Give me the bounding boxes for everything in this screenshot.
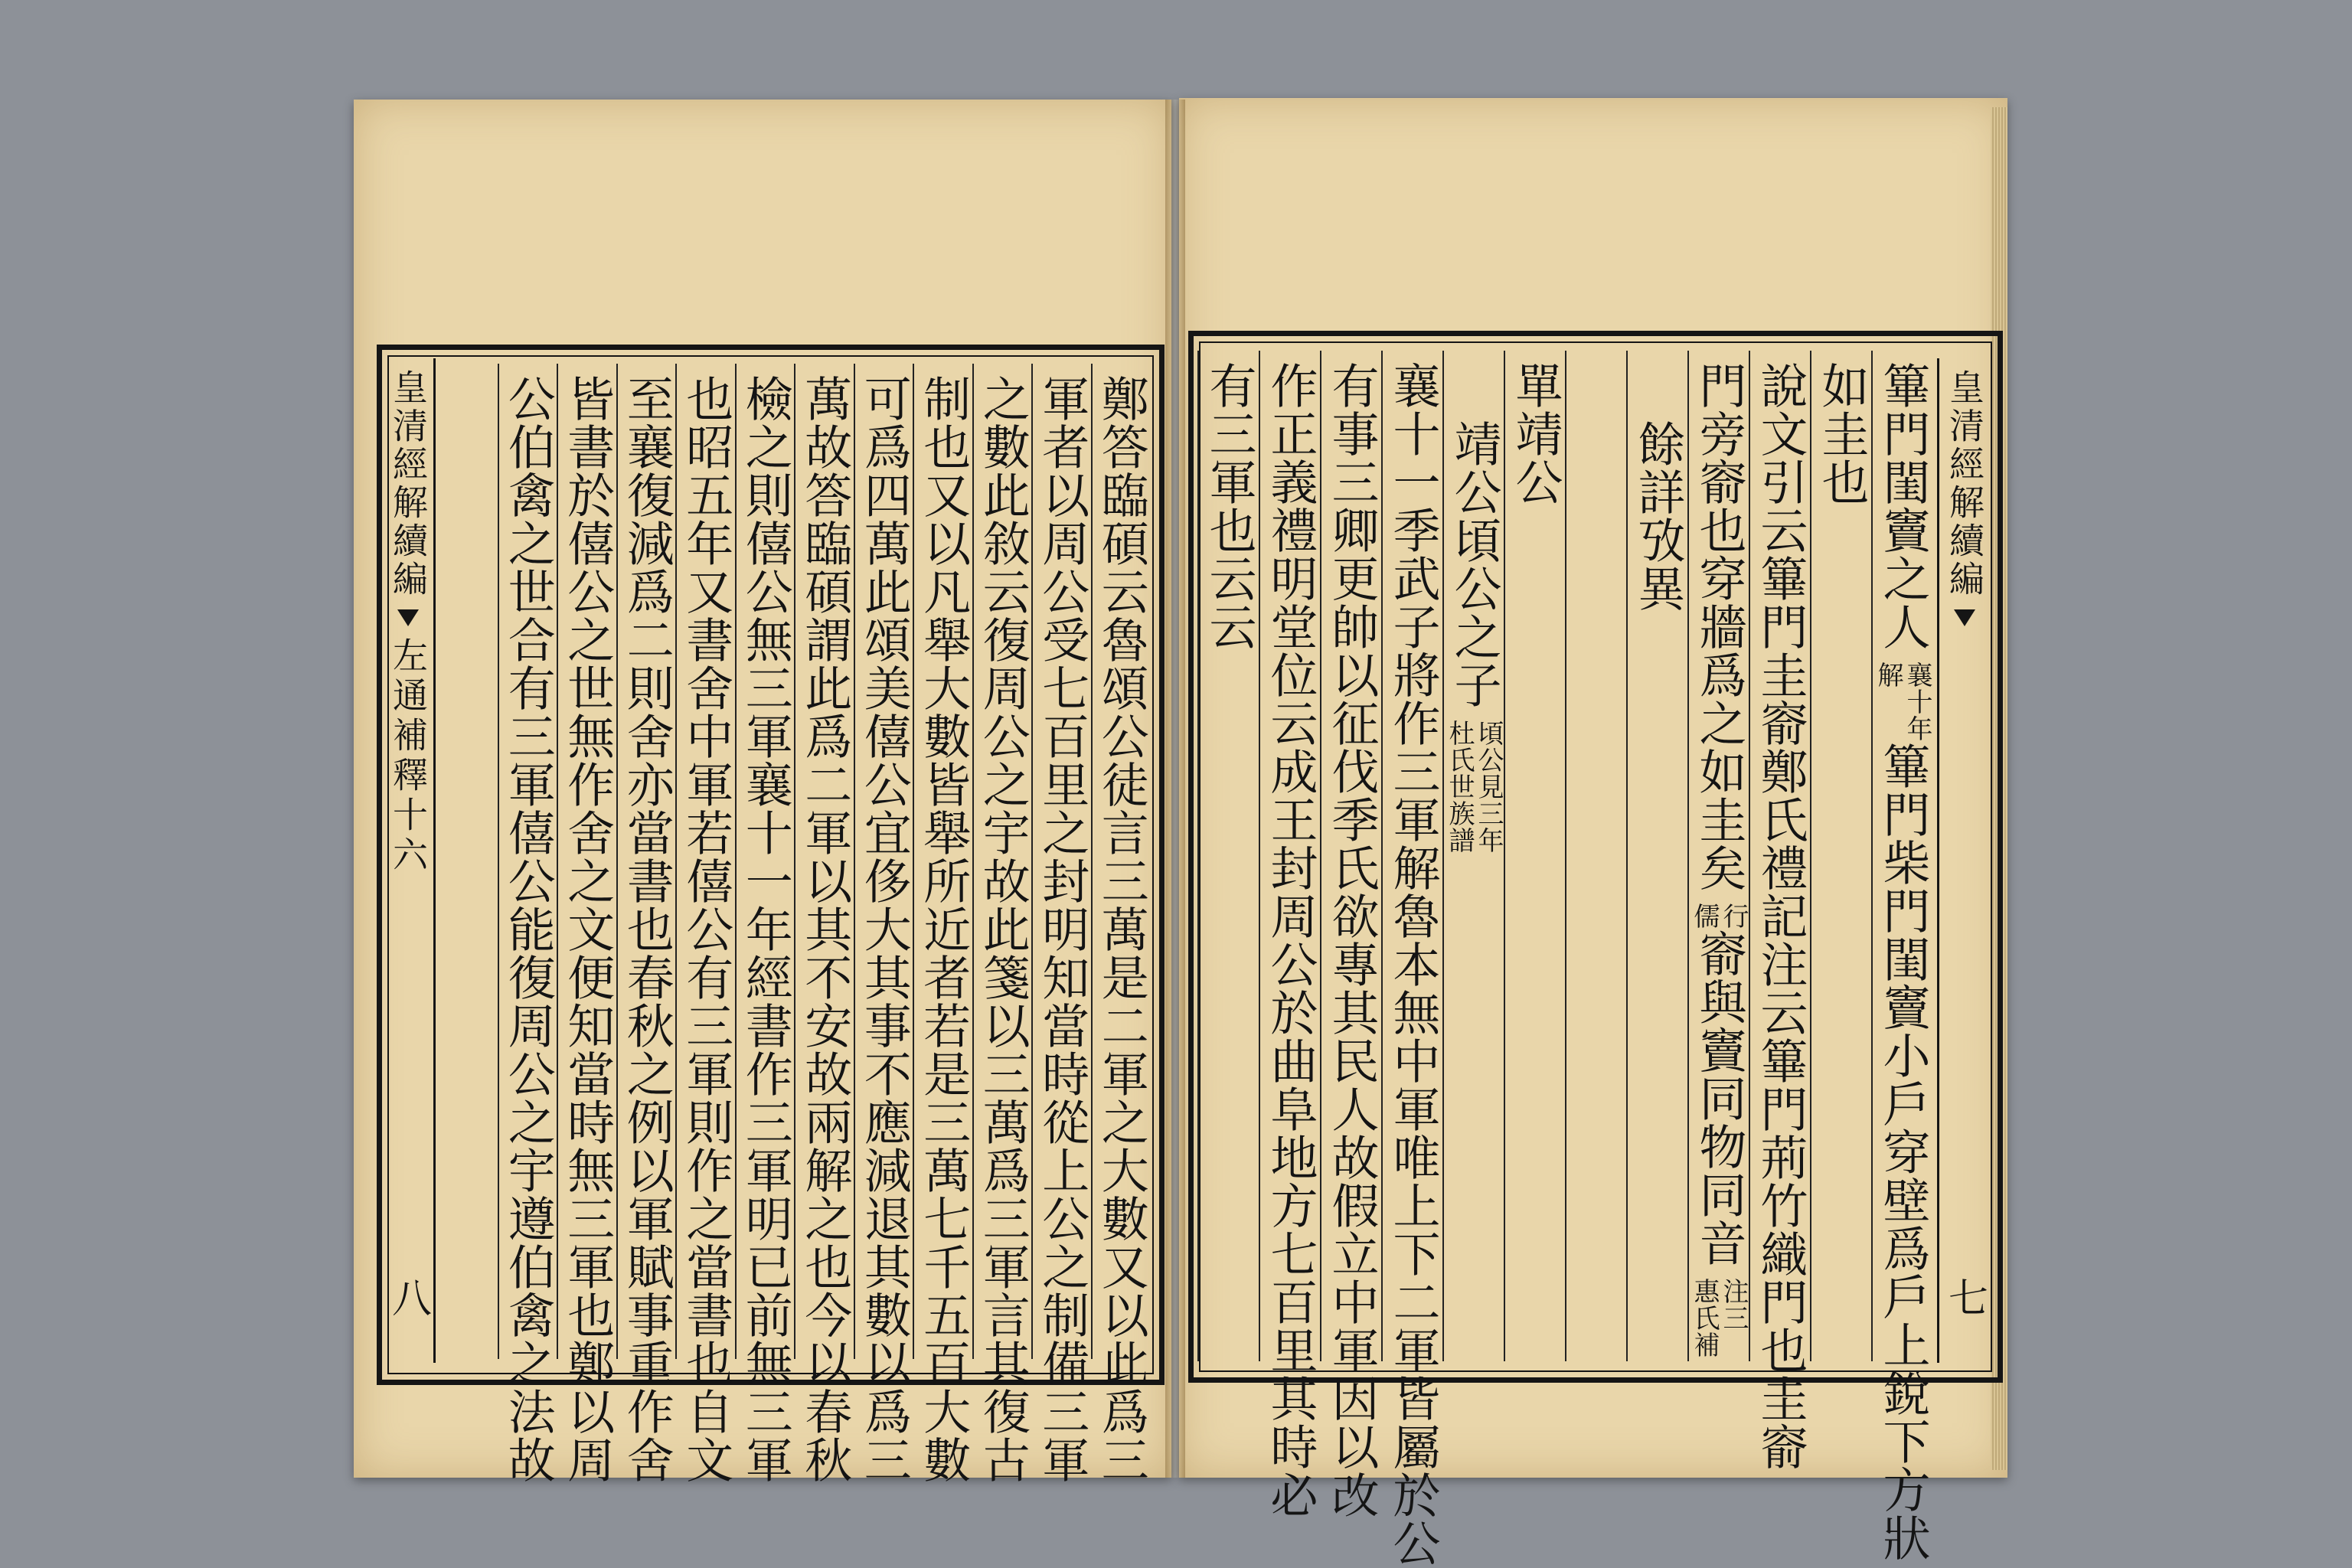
text-column: 皆書於僖公之世無作舍之文便知當時無三軍也鄭以周 [557, 364, 616, 1359]
annotation: 注三 惠氏補 [1689, 1278, 1749, 1358]
book-gutter [1165, 100, 1185, 1478]
text-column: 有事三卿更帥以征伐季氏欲專其民人故假立中軍因以改 [1320, 351, 1381, 1361]
text-column: 門旁窬也穿牆爲之如圭矣 行 儒 窬與竇同物同音 注三 惠氏補 [1687, 351, 1749, 1361]
text-column: 軍者以周公受七百里之封明知當時從上公之制備三軍 [1031, 364, 1091, 1359]
text-column: 餘詳攷異 [1626, 351, 1687, 1361]
text-column: 如圭也 [1810, 351, 1871, 1361]
annotation: 頃公見三年 杜氏世族譜 [1444, 720, 1504, 854]
book-title: 皇清經解續編 [1944, 369, 1985, 599]
text-column: 萬故答臨碩謂此爲二軍以其不安故兩解之也今以春秋 [794, 364, 854, 1359]
text-column: 篳門閨竇之人 襄十年 解 篳門柴門閨竇小戶穿壁爲戶上銳下方狀 [1871, 351, 1932, 1361]
page-number: 七 [1941, 1277, 1988, 1317]
text-column [1565, 351, 1626, 1361]
text-column: 公伯禽之世合有三軍僖公能復周公之宇遵伯禽之法故 [498, 364, 557, 1359]
right-page-banner [1937, 358, 1990, 1363]
text-column: 作正義禮明堂位云成王封周公於曲阜地方七百里其時必 [1259, 351, 1320, 1361]
text-column: 制也又以凡舉大數皆舉所近者若是三萬七千五百大數 [913, 364, 972, 1359]
left-text-columns [438, 364, 1150, 1484]
text-column: 檢之則僖公無三軍襄十一年經書作三軍明已前無三軍 [735, 364, 795, 1359]
text-column: 有三軍也云云 [1197, 351, 1259, 1361]
annotation: 行 儒 [1689, 903, 1749, 929]
fishtail-mark-icon [1954, 609, 1975, 626]
text-column: 單靖公 [1504, 351, 1565, 1361]
right-text-columns [1197, 351, 1932, 1567]
annotation: 襄十年 解 [1873, 662, 1932, 742]
text-column: 可爲四萬此頌美僖公宜侈大其事不應減退其數以爲三 [854, 364, 913, 1359]
text-column: 之數此敘云復周公之宇故此箋以三萬爲三軍言其復古 [972, 364, 1032, 1359]
left-page-banner [383, 358, 436, 1363]
book-title: 皇清經解續編 [387, 369, 429, 599]
text-column: 襄十一季武子將作三軍解魯本無中軍唯上下二軍皆屬於公 [1381, 351, 1442, 1361]
text-column: 說文引云篳門圭窬鄭氏禮記注云篳門荊竹織門也圭窬 [1749, 351, 1810, 1361]
text-column: 至襄復減爲二則舍亦當書也春秋之例以軍賦事重作舍 [616, 364, 676, 1359]
page-number: 八 [384, 1277, 431, 1317]
fishtail-mark-icon [397, 609, 419, 626]
text-column: 靖公頃公之子 頃公見三年 杜氏世族譜 [1442, 351, 1504, 1361]
section-title: 左通補釋十六 [387, 637, 429, 876]
text-column: 也昭五年又書舍中軍若僖公有三軍則作之當書也自文 [675, 364, 735, 1359]
text-column: 鄭答臨碩云魯頌公徒言三萬是二軍之大數又以此爲三 [1091, 364, 1151, 1359]
